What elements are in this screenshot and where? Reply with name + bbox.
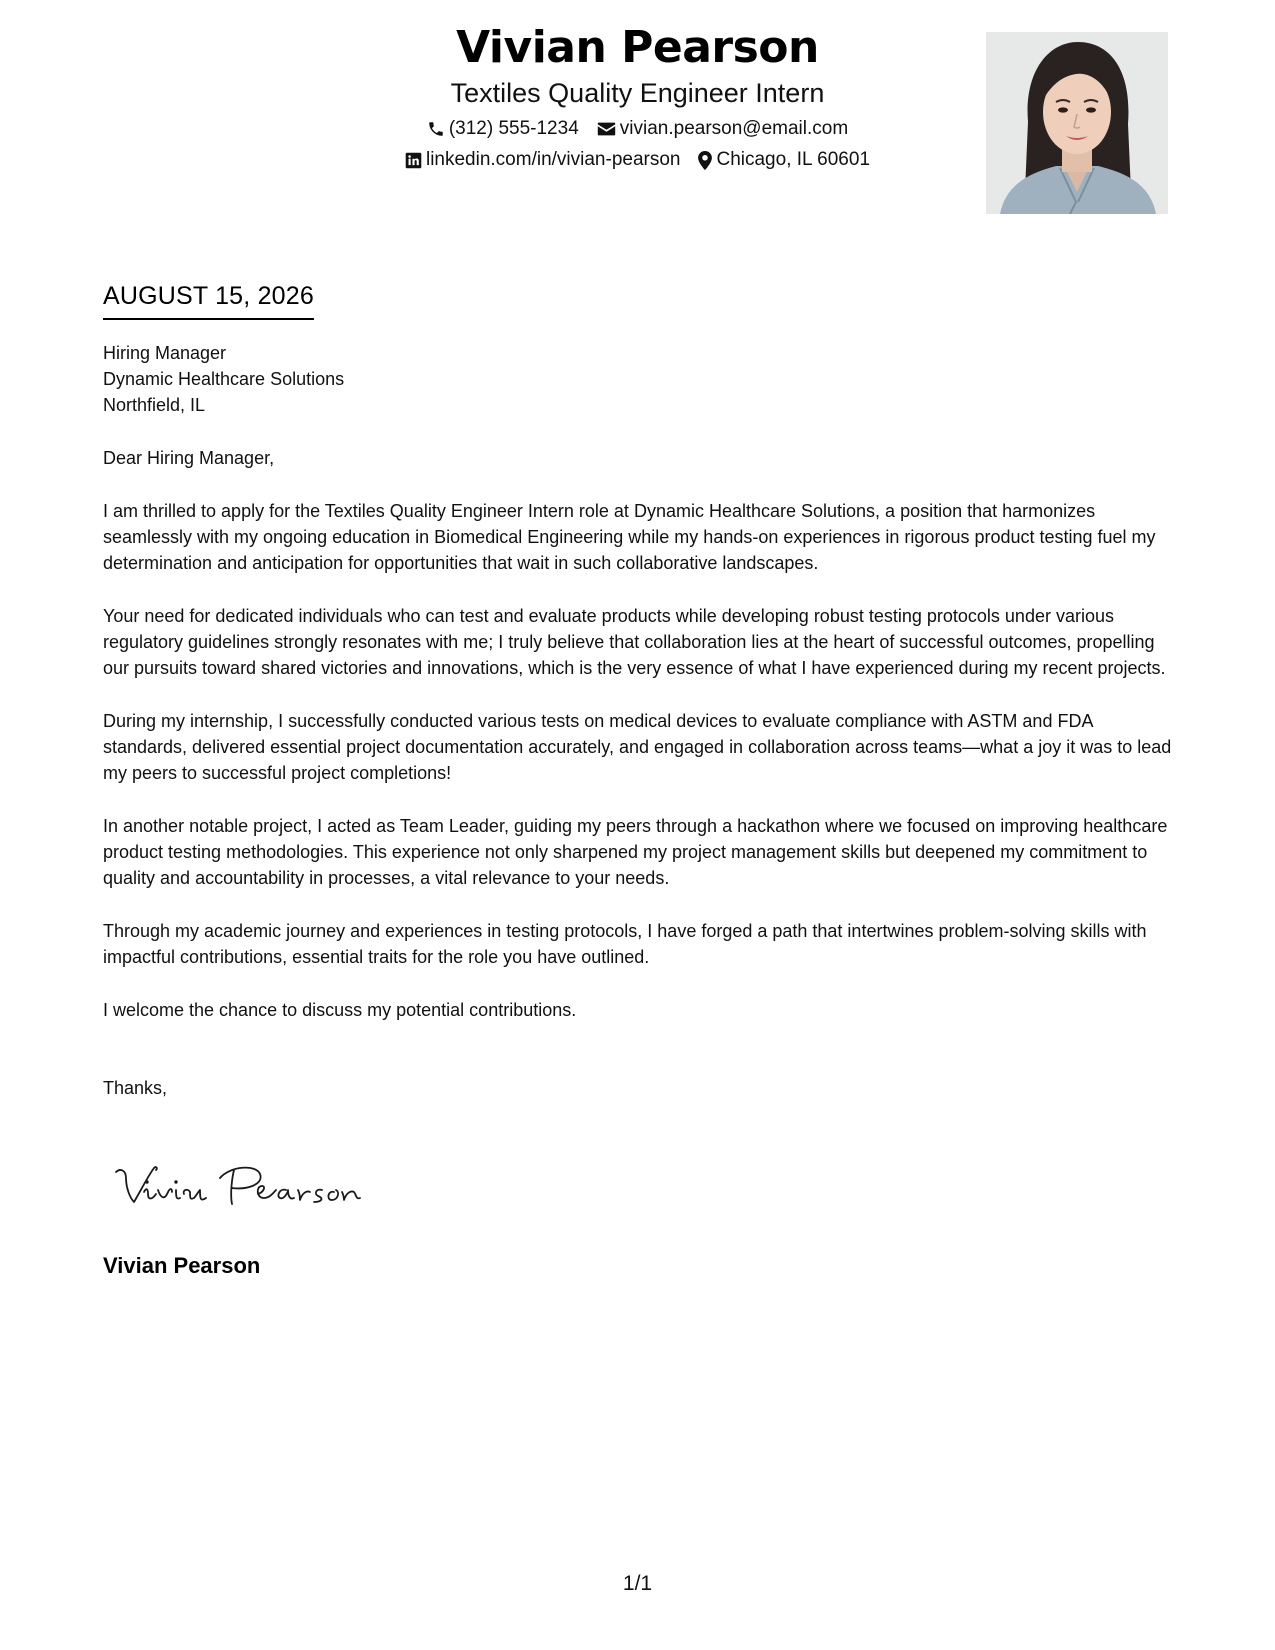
recipient-location: Northfield, IL [103, 395, 206, 415]
paragraph-2: Your need for dedicated individuals who can test and evaluate products while developing robust testing protocols under various regulatory guidelines strongly resonates with me; I truly believe that collaboration lies at the heart of successful outcomes, propelling our pursuits toward shared victories and innovations, which is the very essence of what I have experienced during my recent projects. [103, 606, 1166, 678]
recipient-title: Hiring Manager [103, 343, 227, 363]
paragraph-1: I am thrilled to apply for the Textiles Quality Engineer Intern role at Dynamic Healthcare Solutions, a position that harmonizes seamlessly with my ongoing education in Biomedical Engineering while my hands-on experiences in rigorous product testing fuel my determination and anticipation for opportunities that wait in such collaborative landscapes. [103, 501, 1156, 573]
job-title: Textiles Quality Engineer Intern [450, 78, 825, 108]
page-number: 1/1 [622, 1572, 653, 1595]
handwritten-signature [110, 1158, 370, 1218]
closing: Thanks, [103, 1078, 168, 1098]
signer-name: Vivian Pearson [103, 1253, 261, 1278]
envelope-icon [597, 121, 616, 137]
linkedin-icon [405, 152, 422, 169]
paragraph-3: During my internship, I successfully conducted various tests on medical devices to evaluate compliance with ASTM and FDA standards, delivered essential project documentation accurately, and engaged in collaboration across teams—what a joy it was to lead my peers to successful project completions! [103, 711, 1172, 783]
phone-text: (312) 555-1234 [448, 118, 579, 139]
applicant-name: Vivian Pearson [456, 22, 819, 73]
paragraph-6: I welcome the chance to discuss my potential contributions. [103, 1000, 577, 1020]
map-pin-icon [698, 151, 712, 170]
linkedin-text: linkedin.com/in/vivian-pearson [425, 149, 681, 170]
phone-contact[interactable] [427, 116, 579, 142]
email-contact[interactable] [597, 116, 848, 142]
recipient-block [103, 340, 1173, 418]
location-text: Chicago, IL 60601 [716, 149, 871, 170]
profile-photo [986, 32, 1168, 214]
email-text: vivian.pearson@email.com [619, 118, 849, 139]
linkedin-contact[interactable] [405, 147, 681, 173]
letter-body [103, 340, 1173, 1101]
paragraph-4: In another notable project, I acted as Team Leader, guiding my peers through a hackathon where we focused on improving healthcare product testing methodologies. This experience not only sharpened my project management skills but deepened my commitment to quality and accountability in processes, a vital relevance to your needs. [103, 816, 1168, 888]
location-contact [698, 147, 870, 173]
phone-icon [427, 120, 445, 138]
letter-date: AUGUST 15, 2026 [103, 280, 314, 320]
greeting: Dear Hiring Manager, [103, 448, 275, 468]
paragraph-5: Through my academic journey and experiences in testing protocols, I have forged a path that intertwines problem-solving skills with impactful contributions, essential traits for the role you have outlined. [103, 921, 1147, 967]
recipient-company: Dynamic Healthcare Solutions [103, 369, 345, 389]
